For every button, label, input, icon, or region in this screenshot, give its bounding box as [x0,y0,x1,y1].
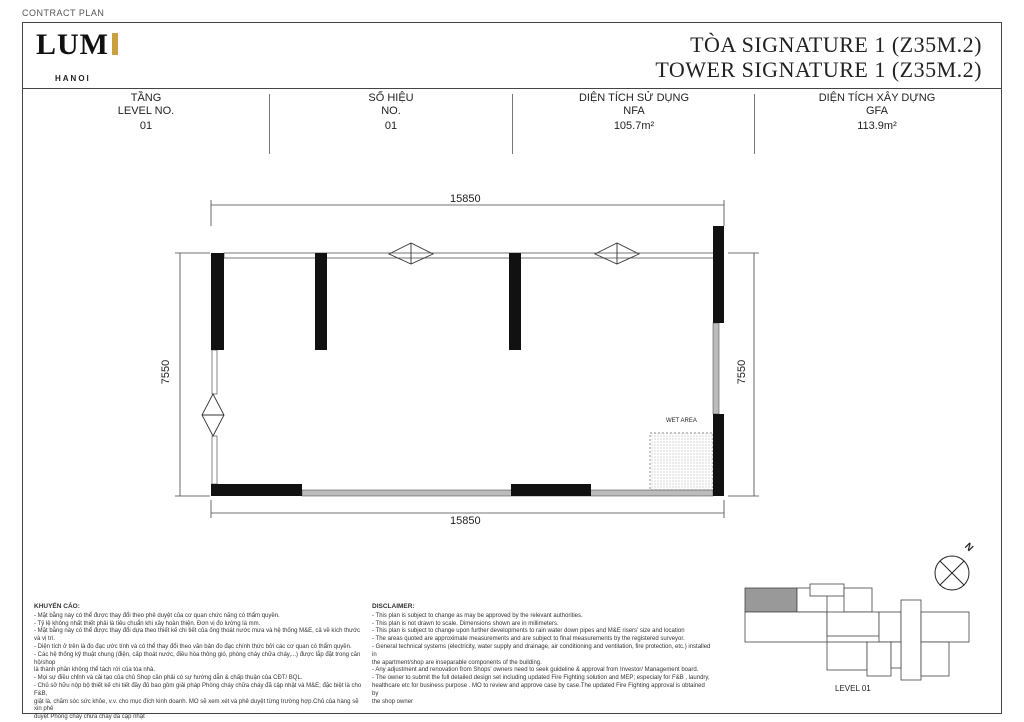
dimension-right-label: 7550 [736,359,749,385]
bottom-wall [302,490,713,496]
title-vietnamese: TÒA SIGNATURE 1 (Z35M.2) [690,32,982,57]
right-glazing [713,323,719,414]
logo-subtitle: HANOI [55,74,91,83]
key-plan [745,584,969,680]
info-level: TẦNG LEVEL NO. 01 [117,92,175,132]
top-glazing [224,253,714,258]
dimension-left-label: 7550 [160,359,173,385]
door-left [202,394,224,436]
structural-walls [211,226,724,496]
lumi-logo: LUM [36,28,118,62]
compass-letter: N [962,541,976,554]
info-number: SỐ HIỆU NO. 01 [368,92,414,132]
key-plan-label: LEVEL 01 [835,684,871,693]
wet-area [650,433,713,490]
north-arrow-icon [935,556,969,590]
dimension-top-label: 15850 [450,193,481,205]
dimension-left [175,253,210,496]
wet-area-label: WET AREA [666,418,697,424]
door-top-1 [389,243,433,264]
contract-plan-label: CONTRACT PLAN [22,8,105,18]
dimension-bottom-label: 15850 [450,515,481,527]
info-nfa: DIỆN TÍCH SỬ DỤNG NFA 105.7m² [578,92,690,132]
left-glazing [212,350,217,484]
title-english: TOWER SIGNATURE 1 (Z35M.2) [655,57,982,82]
notes-vietnamese: KHUYẾN CÁO: - Mặt bằng này có thể được thay đổi theo phê duyệt của cơ quan chức năng có thẩm quyền. - Tỷ lệ không nhất thiết phải là tiêu chuẩn khi xây hoàn thiện. Đơn vị đo lường là mm. - Mặt bằng này có thể được thay đổi dựa theo thiết kế chi tiết của ống thoát nước mưa và hệ thống M&E, cả về kích thước và vị trí. - Diện tích ở trên là đo đạc ước tính và có thể thay đổi theo văn bản đo đạc chính thức bởi các cơ quan có thẩm quyền. - Các hệ thống kỹ thuật chung (điện, cấp thoát nước, điều hòa thông gió, phòng cháy chữa cháy,...) được lắp đặt trong căn hộ/shop là thành phần không thể tách rời của tòa nhà. - Mọi sự điều chỉnh và cải tạo của chủ Shop cần phải có sự hướng dẫn & chấp thuận của CĐT/ BQL. - Chủ sở hữu nộp bộ thiết kế chi tiết đầy đủ bao gồm giải pháp Phòng cháy chữa cháy đã cập nhật và M&E; đặc biệt là cho F&B, giặt là, chăm sóc sức khỏe, v.v. cho mục đích kinh doanh. MO sẽ xem xét và phê duyệt từng trường hợp.Chủ của hàng sẽ xin phê duyệt Phòng cháy chữa cháy đã cập nhật [34,603,362,721]
door-top-2 [595,243,639,264]
info-gfa: DIỆN TÍCH XÂY DỰNG GFA 113.9m² [818,92,936,132]
notes-english: DISCLAIMER: - This plan is subject to change as may be approved by the relevant authorities. - This plan is not drawn to scale. Dimensions shown are in millimeters. - This plan is subject to change upon further developments to rain water down pipes and M&E risers' size and location - The areas quoted are approximate measurements and are subject to final measurements by the registered surveyor. - General technical systems (electricity, water supply and drainage, air conditioning and ventilation, fire protection, etc.) installed in the apartment/shop are inseparable components of the building. - Any adjustment and renovation from Shops' owners need to seek guideline & approval from Investor/ Management board. - The owner to submit the full detailed design set including updated Fire Fighting solution and MEP; especialy for F&B , laundry, healthcare etc for business purpose . MO to review and approve case by case.The updated Fire Fighting approval is obtained by the shop owner [372,603,711,705]
